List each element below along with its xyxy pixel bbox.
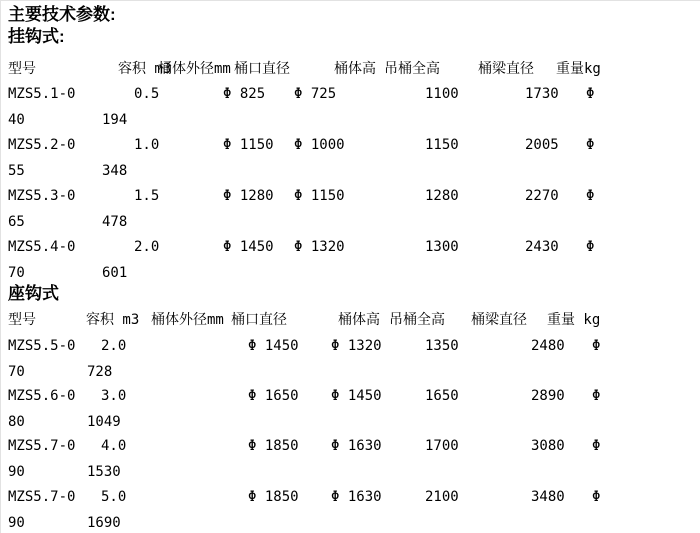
- section-heading-seat-type: [1, 285, 700, 307]
- table-row: [1, 85, 700, 107]
- page-title: [1, 6, 700, 28]
- cell-capacity: 5.0: [101, 489, 127, 505]
- cell-body-height: 1150: [425, 137, 459, 153]
- page-title-text: 主要技术参数:: [8, 5, 116, 24]
- table-row-wrap: [1, 213, 700, 235]
- cell-outer-dia: Φ 1450: [248, 338, 299, 354]
- cell-weight: 601: [102, 265, 128, 281]
- cell-model: MZS5.5-0: [8, 338, 76, 354]
- column-header-body-height: 桶体高: [338, 312, 380, 328]
- cell-beam-dia: 65: [8, 214, 25, 230]
- cell-mouth-dia: Φ 1000: [294, 137, 345, 153]
- cell-model: MZS5.1-0: [8, 86, 76, 102]
- cell-weight: 194: [102, 112, 128, 128]
- cell-mouth-dia: Φ 1630: [331, 489, 382, 505]
- column-header-capacity: 容积 m3: [86, 312, 140, 328]
- cell-outer-dia: Φ 1650: [248, 388, 299, 404]
- column-header-mouth-dia: 桶口直径: [231, 312, 287, 328]
- cell-weight: 1530: [87, 464, 121, 480]
- table-row: [1, 238, 700, 260]
- column-header-lift-height: 吊桶全高: [389, 312, 445, 328]
- cell-body-height: 1100: [425, 86, 459, 102]
- column-header-outer-dia: 桶体外径mm: [151, 312, 224, 328]
- cell-weight: 348: [102, 163, 128, 179]
- section-heading-hook-type: [1, 28, 700, 50]
- cell-beam-dia: 55: [8, 163, 25, 179]
- table2-header-row: [1, 311, 700, 333]
- cell-model: MZS5.2-0: [8, 137, 76, 153]
- column-header-body-height: 桶体高: [334, 61, 376, 77]
- cell-model: MZS5.3-0: [8, 188, 76, 204]
- column-header-lift-height: 吊桶全高: [384, 61, 440, 77]
- cell-body-height: 1300: [425, 239, 459, 255]
- cell-beam-prefix: Φ: [586, 86, 595, 102]
- table-row-wrap: [1, 264, 700, 286]
- cell-weight: 728: [87, 364, 113, 380]
- cell-capacity: 2.0: [134, 239, 160, 255]
- table-row: [1, 136, 700, 158]
- table1-header-row: [1, 60, 700, 82]
- column-header-weight: 重量kg: [556, 61, 601, 77]
- cell-lift-height: 2430: [525, 239, 559, 255]
- cell-weight: 1690: [87, 515, 121, 531]
- table-row-wrap: [1, 162, 700, 184]
- cell-model: MZS5.7-0: [8, 438, 76, 454]
- cell-body-height: 1700: [425, 438, 459, 454]
- cell-outer-dia: Φ 1850: [248, 438, 299, 454]
- cell-mouth-dia: Φ 1150: [294, 188, 345, 204]
- cell-beam-prefix: Φ: [586, 137, 595, 153]
- cell-model: MZS5.6-0: [8, 388, 76, 404]
- cell-beam-prefix: Φ: [592, 438, 601, 454]
- cell-capacity: 1.0: [134, 137, 160, 153]
- cell-beam-dia: 70: [8, 265, 25, 281]
- cell-lift-height: 3480: [531, 489, 565, 505]
- column-header-beam-dia: 桶梁直径: [471, 312, 527, 328]
- column-header-mouth-dia: 桶口直径: [234, 61, 290, 77]
- cell-body-height: 1350: [425, 338, 459, 354]
- cell-body-height: 2100: [425, 489, 459, 505]
- section-heading-text: 挂钩式:: [8, 27, 65, 46]
- table-row: [1, 437, 700, 459]
- table-row: [1, 488, 700, 510]
- column-header-capacity: 容积 m3: [118, 61, 172, 77]
- cell-capacity: 1.5: [134, 188, 160, 204]
- cell-capacity: 4.0: [101, 438, 127, 454]
- cell-lift-height: 3080: [531, 438, 565, 454]
- table-row-wrap: [1, 111, 700, 133]
- table-row-wrap: [1, 463, 700, 485]
- column-header-beam-dia: 桶梁直径: [478, 61, 534, 77]
- section-heading-text: 座钩式: [8, 284, 59, 303]
- cell-beam-prefix: Φ: [592, 388, 601, 404]
- table-row: [1, 337, 700, 359]
- column-header-model: 型号: [8, 312, 36, 328]
- cell-outer-dia: Φ 825: [223, 86, 266, 102]
- cell-lift-height: 1730: [525, 86, 559, 102]
- cell-lift-height: 2480: [531, 338, 565, 354]
- cell-outer-dia: Φ 1150: [223, 137, 274, 153]
- cell-beam-dia: 80: [8, 414, 25, 430]
- cell-beam-prefix: Φ: [592, 489, 601, 505]
- table-row: [1, 387, 700, 409]
- cell-lift-height: 2005: [525, 137, 559, 153]
- table-row-wrap: [1, 413, 700, 435]
- cell-mouth-dia: Φ 1450: [331, 388, 382, 404]
- cell-beam-prefix: Φ: [586, 239, 595, 255]
- cell-capacity: 3.0: [101, 388, 127, 404]
- column-header-model: 型号: [8, 61, 36, 77]
- cell-body-height: 1280: [425, 188, 459, 204]
- cell-lift-height: 2270: [525, 188, 559, 204]
- table-row-wrap: [1, 363, 700, 385]
- cell-mouth-dia: Φ 1630: [331, 438, 382, 454]
- cell-capacity: 2.0: [101, 338, 127, 354]
- cell-weight: 1049: [87, 414, 121, 430]
- cell-beam-prefix: Φ: [592, 338, 601, 354]
- cell-capacity: 0.5: [134, 86, 160, 102]
- cell-mouth-dia: Φ 1320: [294, 239, 345, 255]
- cell-beam-dia: 90: [8, 515, 25, 531]
- cell-beam-dia: 90: [8, 464, 25, 480]
- cell-beam-dia: 70: [8, 364, 25, 380]
- cell-outer-dia: Φ 1450: [223, 239, 274, 255]
- cell-weight: 478: [102, 214, 128, 230]
- cell-beam-dia: 40: [8, 112, 25, 128]
- table-row: [1, 187, 700, 209]
- cell-outer-dia: Φ 1850: [248, 489, 299, 505]
- cell-mouth-dia: Φ 1320: [331, 338, 382, 354]
- table-row-wrap: [1, 514, 700, 533]
- column-header-outer-dia: 桶体外径mm: [158, 61, 231, 77]
- cell-lift-height: 2890: [531, 388, 565, 404]
- cell-model: MZS5.4-0: [8, 239, 76, 255]
- cell-beam-prefix: Φ: [586, 188, 595, 204]
- cell-mouth-dia: Φ 725: [294, 86, 337, 102]
- column-header-weight: 重量 kg: [547, 312, 601, 328]
- cell-body-height: 1650: [425, 388, 459, 404]
- cell-model: MZS5.7-0: [8, 489, 76, 505]
- cell-outer-dia: Φ 1280: [223, 188, 274, 204]
